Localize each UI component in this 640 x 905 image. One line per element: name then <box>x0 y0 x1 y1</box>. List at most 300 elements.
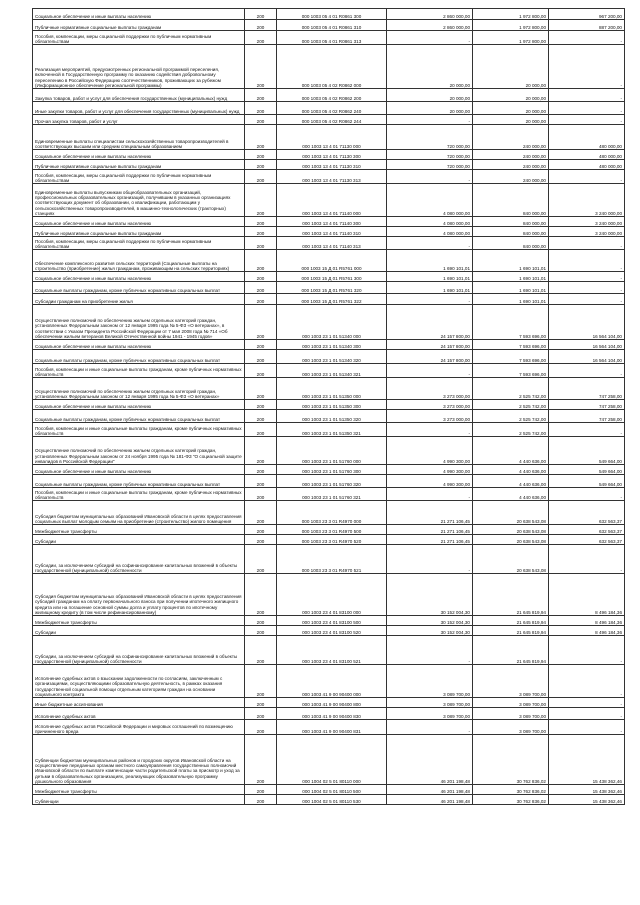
table-row <box>33 410 625 423</box>
executed-amount: 3 089 700,00 <box>473 665 549 698</box>
table-row <box>33 475 625 488</box>
executed-amount: 7 593 696,00 <box>473 340 549 350</box>
line-item-name: Пособия, компенсации, меры социальной поддержки по публичным нормативным обязательствам <box>33 170 245 184</box>
line-item-name: Субсидии, за исключением субсидий на софинансирование капитальных вложений в объекты государственной (муниципальной) собственности <box>33 636 245 665</box>
table-row <box>33 501 625 525</box>
budget-classification-code: 000 1003 41 9 00 90400 831 <box>277 720 387 735</box>
budget-classification-code: 000 1003 23 3 01 R4970 520 <box>277 535 387 545</box>
unexecuted-amount: 8 496 184,36 <box>549 574 625 616</box>
budget-classification-code: 000 1003 05 4 02 R0862 244 <box>277 115 387 125</box>
approved-amount: 21 271 106,45 <box>387 501 473 525</box>
unexecuted-amount: - <box>549 488 625 501</box>
line-item-name: Субвенции <box>33 795 245 805</box>
table-row <box>33 665 625 698</box>
unexecuted-amount: 549 664,00 <box>549 475 625 488</box>
unexecuted-amount: 549 664,00 <box>549 437 625 465</box>
line-code: 200 <box>245 150 277 160</box>
line-item-name: Иные бюджетные ассигнования <box>33 698 245 708</box>
unexecuted-amount: 3 240 000,00 <box>549 217 625 227</box>
unexecuted-amount: - <box>549 665 625 698</box>
line-item-name: Закупка товаров, работ и услуг для обеспечения государственных (муниципальных) нужд <box>33 89 245 102</box>
unexecuted-amount: 747 258,00 <box>549 410 625 423</box>
line-code: 200 <box>245 545 277 574</box>
budget-classification-code: 000 1003 23 1 01 51350 300 <box>277 400 387 410</box>
table-row <box>33 350 625 364</box>
line-code: 200 <box>245 785 277 795</box>
unexecuted-amount: - <box>549 708 625 720</box>
table-row <box>33 294 625 305</box>
approved-amount: 24 157 800,00 <box>387 350 473 364</box>
unexecuted-amount: 3 240 000,00 <box>549 184 625 217</box>
line-code: 200 <box>245 350 277 364</box>
budget-classification-code: 000 1003 13 4 01 71140 000 <box>277 184 387 217</box>
executed-amount: 1 690 101,01 <box>473 272 549 282</box>
executed-amount: 1 690 101,01 <box>473 282 549 294</box>
approved-amount: 24 157 800,00 <box>387 305 473 340</box>
approved-amount: 2 860 000,00 <box>387 20 473 31</box>
line-code: 200 <box>245 475 277 488</box>
budget-classification-code: 000 1003 13 4 01 71130 300 <box>277 150 387 160</box>
executed-amount: 840 000,00 <box>473 227 549 237</box>
unexecuted-amount: - <box>549 545 625 574</box>
executed-amount: 840 000,00 <box>473 184 549 217</box>
line-code: 200 <box>245 735 277 785</box>
line-code: 200 <box>245 217 277 227</box>
line-item-name: Социальные выплаты гражданам, кроме публичных нормативных социальных выплат <box>33 282 245 294</box>
table-row <box>33 364 625 378</box>
executed-amount: 4 440 636,00 <box>473 488 549 501</box>
line-code: 200 <box>245 501 277 525</box>
table-row <box>33 237 625 250</box>
executed-amount: 20 638 543,08 <box>473 535 549 545</box>
line-code: 200 <box>245 525 277 535</box>
budget-classification-code: 000 1003 15 Д 01 R5761 000 <box>277 250 387 272</box>
line-code: 200 <box>245 364 277 378</box>
unexecuted-amount: 16 564 104,00 <box>549 340 625 350</box>
line-code: 200 <box>245 665 277 698</box>
line-code: 200 <box>245 237 277 250</box>
line-item-name: Пособия, компенсации, меры социальной поддержки по публичным нормативным обязательствам <box>33 31 245 45</box>
line-item-name: Единовременные выплаты выпускникам общеобразовательных организаций, профессиональных образовательных организаций, получившим в указанных организациях соответствующих документ об образовании, о квалификации, работающим у сельскохозяйственных товаропроизводителей, в машинно-технологических (тракторных) станциях <box>33 184 245 217</box>
table-row <box>33 31 625 45</box>
line-item-name: Субсидии, за исключением субсидий на софинансирование капитальных вложений в объекты государственной (муниципальной) собственности <box>33 545 245 574</box>
executed-amount: 1 690 101,01 <box>473 294 549 305</box>
line-item-name: Социальное обеспечение и иные выплаты населению <box>33 400 245 410</box>
table-row <box>33 378 625 400</box>
unexecuted-amount: - <box>549 698 625 708</box>
approved-amount: 720 000,00 <box>387 125 473 150</box>
approved-amount: 21 271 106,45 <box>387 535 473 545</box>
unexecuted-amount: - <box>549 31 625 45</box>
table-row <box>33 708 625 720</box>
line-code: 200 <box>245 45 277 89</box>
line-item-name: Иные закупки товаров, работ и услуг для обеспечения государственных (муниципальных) нужд <box>33 102 245 115</box>
table-row <box>33 720 625 735</box>
table-row <box>33 305 625 340</box>
unexecuted-amount: - <box>549 45 625 89</box>
approved-amount: 1 690 101,01 <box>387 282 473 294</box>
budget-classification-code: 000 1003 23 4 01 83100 500 <box>277 616 387 626</box>
unexecuted-amount: 480 000,00 <box>549 150 625 160</box>
line-code: 200 <box>245 272 277 282</box>
budget-classification-code: 000 1003 05 4 01 R0861 313 <box>277 31 387 45</box>
line-code: 200 <box>245 708 277 720</box>
line-item-name: Исполнение судебных актов о взыскании задолженности по согласиям, заключенным с организациями, осуществляющими образовательную деятельность, в рамках оказания государственной социальной помощи отдельным категориям граждан на основании социального контракта <box>33 665 245 698</box>
table-row <box>33 170 625 184</box>
budget-classification-code: 000 1003 13 4 01 71130 000 <box>277 125 387 150</box>
unexecuted-amount: 15 438 362,46 <box>549 735 625 785</box>
executed-amount: 3 089 700,00 <box>473 698 549 708</box>
line-item-name: Межбюджетные трансферты <box>33 525 245 535</box>
line-code: 200 <box>245 400 277 410</box>
budget-classification-code: 000 1003 13 4 01 71130 313 <box>277 170 387 184</box>
table-row <box>33 217 625 227</box>
unexecuted-amount: - <box>549 364 625 378</box>
executed-amount: 1 972 800,00 <box>473 9 549 20</box>
approved-amount: - <box>387 294 473 305</box>
line-item-name: Субвенции бюджетам муниципальных районов и городских округов Ивановской области на осуществление переданных органам местного самоуправления государственных полномочий Ивановской области по выплате компенсации части родительской платы за присмотр и уход за детьми в образовательных организациях, реализующих образовательную программу дошкольного образования <box>33 735 245 785</box>
executed-amount: 1 972 800,00 <box>473 20 549 31</box>
budget-classification-code: 000 1003 23 1 01 51340 320 <box>277 350 387 364</box>
line-item-name: Публичные нормативные социальные выплаты гражданам <box>33 20 245 31</box>
executed-amount: 21 645 819,94 <box>473 626 549 636</box>
budget-classification-code: 000 1003 23 1 01 51760 300 <box>277 465 387 475</box>
line-code: 200 <box>245 626 277 636</box>
table-row <box>33 437 625 465</box>
table-row <box>33 115 625 125</box>
approved-amount: 4 080 000,00 <box>387 217 473 227</box>
table-row <box>33 488 625 501</box>
executed-amount: 240 000,00 <box>473 150 549 160</box>
budget-classification-code: 000 1003 23 1 01 51350 320 <box>277 410 387 423</box>
unexecuted-amount: 3 240 000,00 <box>549 227 625 237</box>
executed-amount: 30 762 836,02 <box>473 735 549 785</box>
budget-classification-code: 000 1003 05 4 01 R0861 310 <box>277 20 387 31</box>
approved-amount: 3 273 000,00 <box>387 378 473 400</box>
approved-amount: 4 990 300,00 <box>387 437 473 465</box>
approved-amount: 3 089 700,00 <box>387 708 473 720</box>
line-item-name: Социальное обеспечение и иные выплаты населению <box>33 9 245 20</box>
executed-amount: 4 440 636,00 <box>473 437 549 465</box>
table-row <box>33 250 625 272</box>
line-item-name: Пособия, компенсации и иные социальные выплаты гражданам, кроме публичных нормативных обязательств <box>33 423 245 437</box>
line-code: 200 <box>245 465 277 475</box>
executed-amount: 7 593 696,00 <box>473 305 549 340</box>
line-item-name: Субсидии <box>33 626 245 636</box>
unexecuted-amount: 632 563,37 <box>549 525 625 535</box>
unexecuted-amount: - <box>549 237 625 250</box>
line-item-name: Социальное обеспечение и иные выплаты населению <box>33 150 245 160</box>
approved-amount: 1 690 101,01 <box>387 272 473 282</box>
unexecuted-amount: 549 664,00 <box>549 465 625 475</box>
approved-amount: 20 000,00 <box>387 89 473 102</box>
unexecuted-amount: - <box>549 170 625 184</box>
line-item-name: Осуществление полномочий по обеспечению жильем отдельных категорий граждан, установленных Федеральным законом от 24 ноября 1995 года № 181-ФЗ "О социальной защите инвалидов в Российской Федерации" <box>33 437 245 465</box>
executed-amount: 2 525 742,00 <box>473 423 549 437</box>
approved-amount: - <box>387 488 473 501</box>
approved-amount: 4 990 300,00 <box>387 465 473 475</box>
line-item-name: Социальное обеспечение и иные выплаты населению <box>33 272 245 282</box>
line-code: 200 <box>245 423 277 437</box>
budget-classification-code: 000 1003 15 Д 01 R5761 322 <box>277 294 387 305</box>
table-row <box>33 574 625 616</box>
approved-amount: 4 990 300,00 <box>387 475 473 488</box>
executed-amount: 7 593 696,00 <box>473 364 549 378</box>
line-code: 200 <box>245 170 277 184</box>
executed-amount: 20 638 543,08 <box>473 525 549 535</box>
line-code: 200 <box>245 616 277 626</box>
executed-amount: 840 000,00 <box>473 237 549 250</box>
line-code: 200 <box>245 115 277 125</box>
line-code: 200 <box>245 437 277 465</box>
approved-amount: 3 273 000,00 <box>387 410 473 423</box>
executed-amount: 4 440 636,00 <box>473 475 549 488</box>
approved-amount: 21 271 106,45 <box>387 525 473 535</box>
budget-classification-code: 000 1003 13 4 01 71140 310 <box>277 227 387 237</box>
line-item-name: Межбюджетные трансферты <box>33 616 245 626</box>
executed-amount: 30 762 836,02 <box>473 785 549 795</box>
table-row <box>33 150 625 160</box>
line-code: 200 <box>245 636 277 665</box>
table-row <box>33 785 625 795</box>
executed-amount: 840 000,00 <box>473 217 549 227</box>
executed-amount: 2 525 742,00 <box>473 410 549 423</box>
approved-amount: 20 000,00 <box>387 45 473 89</box>
unexecuted-amount: 632 563,37 <box>549 535 625 545</box>
executed-amount: 21 645 819,94 <box>473 616 549 626</box>
line-item-name: Осуществление полномочий по обеспечению жильем отдельных категорий граждан, установленных Федеральным законом от 12 января 1995 года № 5-ФЗ «О ветеранах» <box>33 378 245 400</box>
unexecuted-amount: - <box>549 636 625 665</box>
budget-classification-code: 000 1003 23 3 01 R4970 000 <box>277 501 387 525</box>
line-item-name: Прочая закупка товаров, работ и услуг <box>33 115 245 125</box>
budget-classification-code: 000 1003 23 1 01 51340 300 <box>277 340 387 350</box>
table-row <box>33 735 625 785</box>
line-code: 200 <box>245 488 277 501</box>
approved-amount: 3 089 700,00 <box>387 698 473 708</box>
table-row <box>33 125 625 150</box>
approved-amount: - <box>387 636 473 665</box>
line-code: 200 <box>245 282 277 294</box>
unexecuted-amount: 480 000,00 <box>549 125 625 150</box>
executed-amount: 2 525 742,00 <box>473 378 549 400</box>
line-code: 200 <box>245 305 277 340</box>
table-row <box>33 545 625 574</box>
approved-amount: 46 201 198,48 <box>387 785 473 795</box>
executed-amount: 20 638 543,08 <box>473 545 549 574</box>
unexecuted-amount: 887 200,00 <box>549 20 625 31</box>
executed-amount: 1 690 101,01 <box>473 250 549 272</box>
unexecuted-amount: 15 438 362,46 <box>549 795 625 805</box>
table-row <box>33 465 625 475</box>
line-code: 200 <box>245 698 277 708</box>
table-row <box>33 184 625 217</box>
budget-classification-code: 000 1003 13 4 01 71140 313 <box>277 237 387 250</box>
approved-amount: 4 080 000,00 <box>387 227 473 237</box>
table-row <box>33 340 625 350</box>
table-row <box>33 636 625 665</box>
budget-classification-code: 000 1003 05 4 01 R0861 300 <box>277 9 387 20</box>
line-code: 200 <box>245 102 277 115</box>
approved-amount: 720 000,00 <box>387 150 473 160</box>
line-code: 200 <box>245 20 277 31</box>
budget-classification-code: 000 1003 23 1 01 51760 320 <box>277 475 387 488</box>
approved-amount: - <box>387 237 473 250</box>
budget-classification-code: 000 1004 02 5 01 80110 000 <box>277 735 387 785</box>
line-item-name: Пособия, компенсации и иные социальные выплаты гражданам, кроме публичных нормативных обязательств <box>33 364 245 378</box>
line-code: 200 <box>245 294 277 305</box>
line-item-name: Исполнение судебных актов Российской Федерации и мировых соглашений по возмещению причиненного вреда <box>33 720 245 735</box>
line-item-name: Пособия, компенсации, меры социальной поддержки по публичным нормативным обязательствам <box>33 237 245 250</box>
line-code: 200 <box>245 340 277 350</box>
budget-classification-code: 000 1003 23 4 01 83100 520 <box>277 626 387 636</box>
unexecuted-amount: - <box>549 294 625 305</box>
unexecuted-amount: - <box>549 272 625 282</box>
budget-classification-code: 000 1003 15 Д 01 R5761 300 <box>277 272 387 282</box>
table-row <box>33 227 625 237</box>
line-item-name: Субсидия бюджетам муниципальных образований Ивановской области в целях предоставления субсидий гражданам на оплату первоначального взноса при получении ипотечного жилищного кредита или на погашение основной суммы долга и уплату процентов по ипотечному жилищному кредиту (в том числе рефинансированному) <box>33 574 245 616</box>
approved-amount: 20 000,00 <box>387 102 473 115</box>
approved-amount: - <box>387 720 473 735</box>
approved-amount: 24 157 800,00 <box>387 340 473 350</box>
executed-amount: 2 525 742,00 <box>473 400 549 410</box>
table-row <box>33 400 625 410</box>
unexecuted-amount: 16 564 104,00 <box>549 350 625 364</box>
line-item-name: Социальное обеспечение и иные выплаты населению <box>33 340 245 350</box>
budget-classification-code: 000 1003 05 4 02 R0862 240 <box>277 102 387 115</box>
executed-amount: 21 645 819,94 <box>473 574 549 616</box>
approved-amount: 4 080 000,00 <box>387 184 473 217</box>
unexecuted-amount: - <box>549 282 625 294</box>
line-code: 200 <box>245 574 277 616</box>
table-row <box>33 272 625 282</box>
executed-amount: 4 440 636,00 <box>473 465 549 475</box>
budget-classification-code: 000 1003 05 4 02 R0862 200 <box>277 89 387 102</box>
approved-amount: 2 860 000,00 <box>387 9 473 20</box>
line-item-name: Социальное обеспечение и иные выплаты населению <box>33 217 245 227</box>
table-row <box>33 89 625 102</box>
budget-classification-code: 000 1003 23 1 01 51350 000 <box>277 378 387 400</box>
budget-classification-code: 000 1003 13 4 01 71140 300 <box>277 217 387 227</box>
budget-classification-code: 000 1003 15 Д 01 R5761 320 <box>277 282 387 294</box>
line-code: 200 <box>245 160 277 170</box>
executed-amount: 20 000,00 <box>473 102 549 115</box>
executed-amount: 20 000,00 <box>473 115 549 125</box>
executed-amount: 30 762 836,02 <box>473 795 549 805</box>
line-code: 200 <box>245 184 277 217</box>
line-item-name: Реализация мероприятий, предусмотренных региональной программой переселения, включенной в Государственную программу по оказанию содействия добровольному переселению в Российскую Федерацию соотечественников, проживающих за рубежом (Информационное обеспечение региональной программы) <box>33 45 245 89</box>
line-code: 200 <box>245 720 277 735</box>
line-code: 200 <box>245 125 277 150</box>
executed-amount: 240 000,00 <box>473 170 549 184</box>
executed-amount: 20 000,00 <box>473 89 549 102</box>
table-row <box>33 698 625 708</box>
line-item-name: Межбюджетные трансферты <box>33 785 245 795</box>
unexecuted-amount: 8 496 184,36 <box>549 616 625 626</box>
table-row <box>33 626 625 636</box>
line-item-name: Единовременные выплаты специалистам сельскохозяйственных товаропроизводителей в соответствующих высшим или средним специальным образованием <box>33 125 245 150</box>
unexecuted-amount: 747 258,00 <box>549 400 625 410</box>
line-code: 200 <box>245 250 277 272</box>
unexecuted-amount: - <box>549 250 625 272</box>
approved-amount: 3 089 700,00 <box>387 665 473 698</box>
line-code: 200 <box>245 795 277 805</box>
line-item-name: Исполнение судебных актов <box>33 708 245 720</box>
line-item-name: Социальные выплаты гражданам, кроме публичных нормативных социальных выплат <box>33 410 245 423</box>
line-item-name: Публичные нормативные социальные выплаты гражданам <box>33 160 245 170</box>
unexecuted-amount: 15 438 362,46 <box>549 785 625 795</box>
unexecuted-amount: - <box>549 102 625 115</box>
executed-amount: 20 638 543,08 <box>473 501 549 525</box>
budget-classification-code: 000 1003 41 9 00 90400 000 <box>277 665 387 698</box>
table-row <box>33 160 625 170</box>
executed-amount: 3 089 700,00 <box>473 708 549 720</box>
budget-classification-code: 000 1003 23 4 01 83100 000 <box>277 574 387 616</box>
unexecuted-amount: - <box>549 423 625 437</box>
budget-classification-code: 000 1003 23 1 01 51340 321 <box>277 364 387 378</box>
budget-classification-code: 000 1004 02 5 01 80110 500 <box>277 785 387 795</box>
executed-amount: 3 089 700,00 <box>473 720 549 735</box>
line-code: 200 <box>245 378 277 400</box>
budget-classification-code: 000 1003 23 3 01 R4970 500 <box>277 525 387 535</box>
executed-amount: 1 972 800,00 <box>473 31 549 45</box>
unexecuted-amount: 16 564 104,00 <box>549 305 625 340</box>
table-row <box>33 102 625 115</box>
approved-amount: 720 000,00 <box>387 160 473 170</box>
line-item-name: Публичные нормативные социальные выплаты гражданам <box>33 227 245 237</box>
line-item-name: Социальные выплаты гражданам, кроме публичных нормативных социальных выплат <box>33 350 245 364</box>
line-code: 200 <box>245 535 277 545</box>
approved-amount: - <box>387 115 473 125</box>
unexecuted-amount: 747 258,00 <box>549 378 625 400</box>
table-row <box>33 616 625 626</box>
line-code: 200 <box>245 9 277 20</box>
budget-classification-code: 000 1003 23 1 01 51350 321 <box>277 423 387 437</box>
line-item-name: Социальные выплаты гражданам, кроме публичных нормативных социальных выплат <box>33 475 245 488</box>
approved-amount: 30 152 004,30 <box>387 626 473 636</box>
unexecuted-amount: - <box>549 115 625 125</box>
line-code: 200 <box>245 89 277 102</box>
table-row <box>33 20 625 31</box>
line-item-name: Обеспечение комплексного развития сельских территорий (Социальные выплаты на строительство (приобретение) жилья гражданам, проживающим на сельских территориях) <box>33 250 245 272</box>
approved-amount: 46 201 198,48 <box>387 735 473 785</box>
line-item-name: Пособия, компенсации и иные социальные выплаты гражданам, кроме публичных нормативных обязательств <box>33 488 245 501</box>
approved-amount: - <box>387 545 473 574</box>
unexecuted-amount: 8 496 184,36 <box>549 626 625 636</box>
budget-classification-code: 000 1003 23 3 01 R4970 521 <box>277 545 387 574</box>
budget-classification-code: 000 1003 23 1 01 51760 000 <box>277 437 387 465</box>
table-row <box>33 282 625 294</box>
approved-amount: - <box>387 31 473 45</box>
line-item-name: Социальное обеспечение и иные выплаты населению <box>33 465 245 475</box>
unexecuted-amount: - <box>549 89 625 102</box>
budget-classification-code: 000 1003 23 1 01 51340 000 <box>277 305 387 340</box>
budget-classification-code: 000 1003 05 4 02 R0862 000 <box>277 45 387 89</box>
unexecuted-amount: 967 200,00 <box>549 9 625 20</box>
unexecuted-amount: 632 563,37 <box>549 501 625 525</box>
budget-classification-code: 000 1003 13 4 01 71130 310 <box>277 160 387 170</box>
unexecuted-amount: 480 000,00 <box>549 160 625 170</box>
budget-classification-code: 000 1003 23 1 01 51760 321 <box>277 488 387 501</box>
executed-amount: 240 000,00 <box>473 160 549 170</box>
budget-classification-code: 000 1004 02 5 01 80110 530 <box>277 795 387 805</box>
line-code: 200 <box>245 227 277 237</box>
unexecuted-amount: - <box>549 720 625 735</box>
line-code: 200 <box>245 410 277 423</box>
executed-amount: 21 645 819,94 <box>473 636 549 665</box>
table-row <box>33 525 625 535</box>
approved-amount: 46 201 198,48 <box>387 795 473 805</box>
line-item-name: Субсидии гражданам на приобретение жилья <box>33 294 245 305</box>
